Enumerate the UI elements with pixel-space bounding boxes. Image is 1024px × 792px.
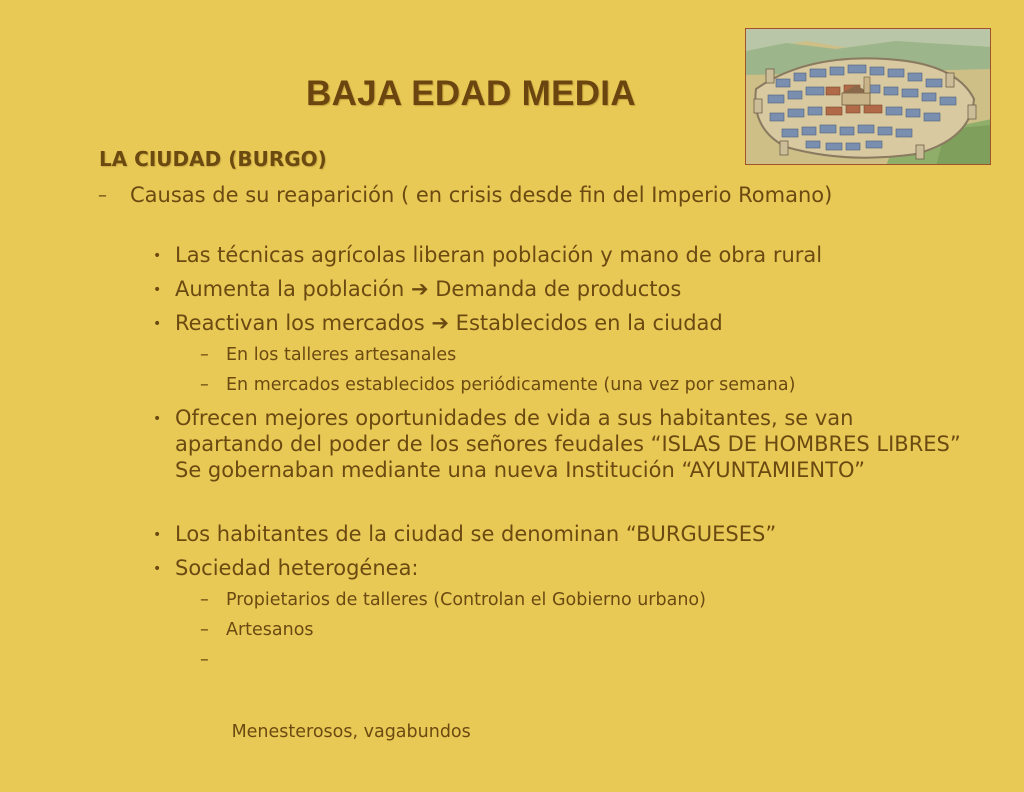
list-item-text: En mercados establecidos periódicamente (una vez por semana) xyxy=(226,375,796,395)
slide-title: BAJA EDAD MEDIA xyxy=(306,74,636,113)
medieval-city-illustration xyxy=(745,28,991,165)
dash-marker: – xyxy=(200,590,209,610)
list-item-sub xyxy=(200,343,1006,367)
list-item-text: Menesterosos, vagabundos xyxy=(226,722,471,742)
arrow-right-icon: ➔ xyxy=(431,311,449,335)
list-item-text: Ofrecen mejores oportunidades de vida a sus habitantes, se van apartando del poder de los señores feudales “ISLAS DE HOMBRES LIBRES” Se gobernaban mediante una nueva Institución “AYUNTAMIENTO” xyxy=(175,406,961,482)
list-item-text: Reactivan los mercados xyxy=(175,311,432,335)
list-item-text: Sociedad heterogénea: xyxy=(175,556,419,580)
list-item-text: Establecidos en la ciudad xyxy=(449,311,723,335)
bullet-marker: • xyxy=(153,527,162,543)
bullet-marker: • xyxy=(153,561,162,577)
list-item-bullet xyxy=(153,310,995,336)
list-item-text: Propietarios de talleres (Controlan el Gobierno urbano) xyxy=(226,590,706,610)
list-item-sub xyxy=(200,373,1006,397)
list-item-bullet xyxy=(153,405,965,483)
dash-marker: – xyxy=(200,375,209,395)
list-item-text: Los habitantes de la ciudad se denominan “BURGUESES” xyxy=(175,522,777,546)
bullet-marker: • xyxy=(153,316,162,332)
section-subtitle: LA CIUDAD (BURGO) xyxy=(99,147,327,171)
list-item-bullet xyxy=(153,276,995,302)
list-item-causes xyxy=(98,182,910,208)
dash-marker: – xyxy=(200,620,209,640)
list-item-sub xyxy=(200,618,1006,642)
list-item-text: En los talleres artesanales xyxy=(226,345,457,365)
list-item-text: Demanda de productos xyxy=(428,277,682,301)
dash-marker: – xyxy=(200,650,209,670)
arrow-right-icon: ➔ xyxy=(410,277,429,301)
bullet-marker: • xyxy=(153,411,162,427)
list-item-text: Las técnicas agrícolas liberan población y mano de obra rural xyxy=(175,243,823,267)
list-item-text: Artesanos xyxy=(226,620,314,640)
list-item-text: Aumenta la población xyxy=(175,277,411,301)
list-item-bullet xyxy=(153,242,995,268)
list-item-text: Causas de su reaparición ( en crisis desde fin del Imperio Romano) xyxy=(130,183,833,207)
bullet-marker: • xyxy=(153,248,162,264)
dash-marker: – xyxy=(200,345,209,365)
list-item-sub xyxy=(200,648,1006,792)
dash-marker: – xyxy=(98,185,107,206)
list-item-bullet xyxy=(153,555,995,581)
list-item-sub xyxy=(200,588,1006,612)
list-item-bullet xyxy=(153,521,995,547)
bullet-marker: • xyxy=(153,282,162,298)
